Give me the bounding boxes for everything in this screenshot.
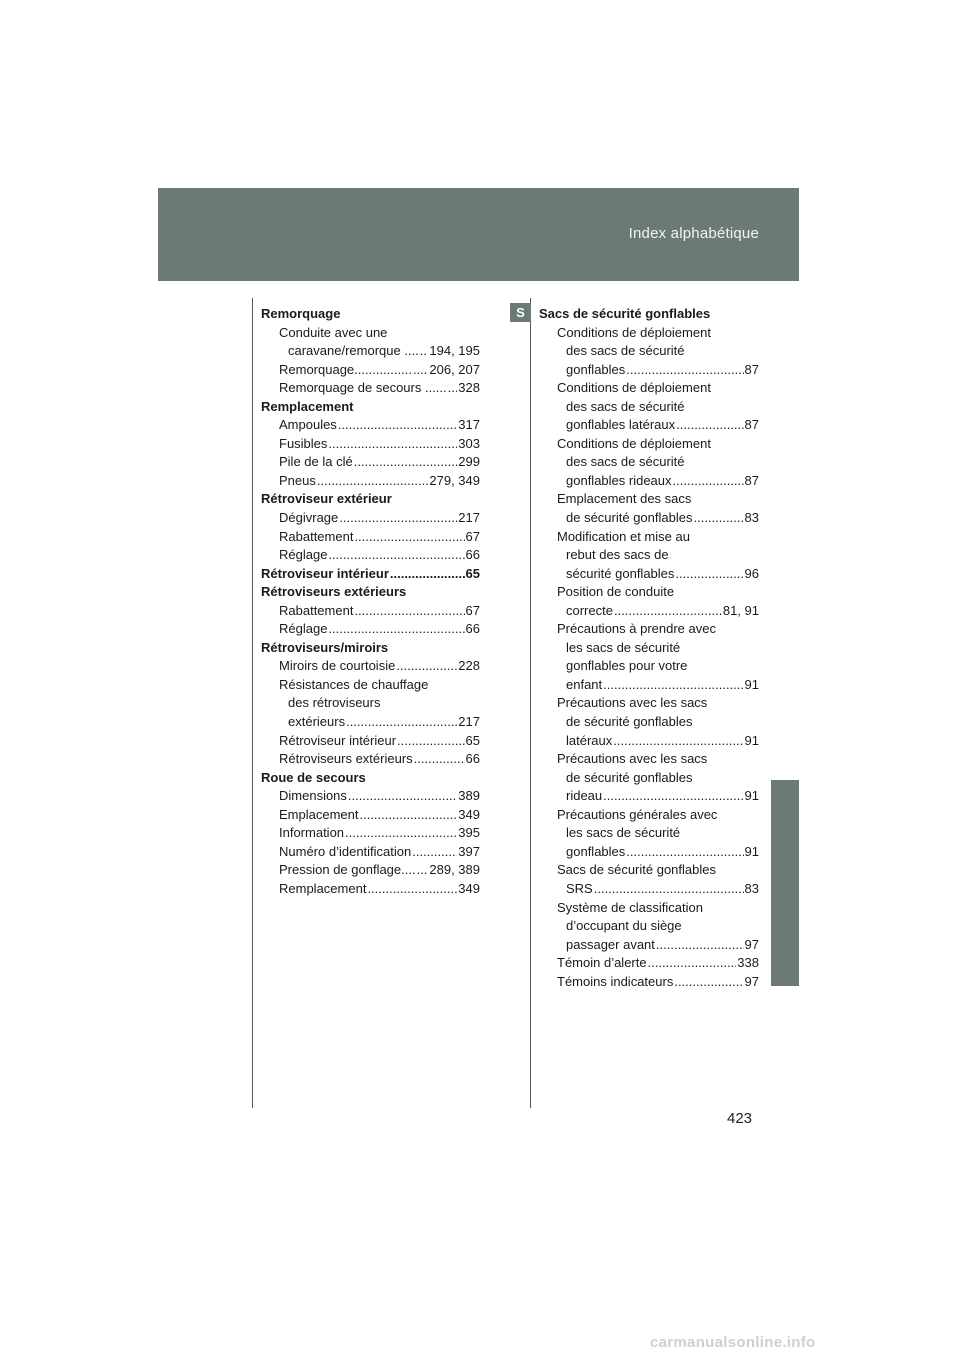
index-entry-pages: 289, 389 <box>429 862 480 878</box>
index-heading: Remorquage <box>261 306 341 321</box>
dot-leader <box>675 565 743 584</box>
dot-leader <box>693 509 743 528</box>
index-entry-pages: 303 <box>458 435 480 451</box>
page-number: 423 <box>727 1110 753 1127</box>
index-entry-label: enfant <box>566 676 603 692</box>
index-entry-pages: 299 <box>458 454 480 470</box>
index-entry <box>539 936 759 955</box>
index-entry-pages: 66 <box>465 547 480 563</box>
index-entry-pages: 66 <box>465 751 480 767</box>
index-subheading: Conditions de déploiement <box>557 380 711 396</box>
index-entry-label: rideau <box>566 788 603 804</box>
dot-leader <box>397 732 464 751</box>
index-entry-pages: 91 <box>744 732 759 748</box>
dot-leader <box>648 954 737 973</box>
index-heading: Remplacement <box>261 398 354 414</box>
index-entry-label: Fusibles <box>279 435 328 451</box>
dot-leader <box>328 546 464 565</box>
index-subheading: des sacs de sécurité <box>566 343 685 359</box>
index-entry-pages: 228 <box>458 658 480 674</box>
index-heading: Rétroviseurs extérieurs <box>261 584 407 600</box>
index-entry-pages: 217 <box>458 510 480 526</box>
column-rule-middle <box>530 298 531 1108</box>
index-entry-pages: 91 <box>744 843 759 859</box>
index-entry-label: gonflables <box>566 843 626 859</box>
dot-leader <box>603 787 743 806</box>
index-entry <box>261 342 480 361</box>
dot-leader <box>673 472 744 491</box>
chapter-thumb-tab <box>771 780 799 986</box>
dot-leader <box>354 602 464 621</box>
index-entry-label: extérieurs <box>288 714 346 730</box>
index-entry-label: latéraux <box>566 732 613 748</box>
index-entry-pages: 397 <box>458 843 480 859</box>
index-entry <box>539 732 759 751</box>
index-entry <box>539 602 759 621</box>
index-subheading: Conditions de déploiement <box>557 435 711 451</box>
dot-leader <box>396 657 457 676</box>
dot-leader <box>346 713 457 732</box>
index-entry <box>261 880 480 899</box>
index-subheading: Sacs de sécurité gonflables <box>557 862 716 878</box>
dot-leader <box>656 936 744 955</box>
index-entry <box>261 843 480 862</box>
index-entry <box>539 880 759 899</box>
dot-leader <box>338 416 457 435</box>
index-entry-label: Réglage <box>279 621 328 637</box>
index-entry-pages: 328 <box>458 380 480 396</box>
dot-leader <box>412 843 457 862</box>
index-entry-pages: 87 <box>744 472 759 488</box>
index-entry-pages: 66 <box>465 621 480 637</box>
index-entry <box>261 565 480 584</box>
index-subheading: Précautions avec les sacs <box>557 695 708 711</box>
dot-leader <box>626 843 743 862</box>
index-entry-label: Réglage <box>279 547 328 563</box>
index-entry <box>539 509 759 528</box>
index-subheading: Modification et mise au <box>557 528 690 544</box>
section-letter-badge: S <box>510 303 531 322</box>
index-heading: Rétroviseurs/miroirs <box>261 639 389 655</box>
header-band <box>158 188 799 281</box>
dot-leader <box>417 861 429 880</box>
dot-leader <box>613 732 743 751</box>
index-entry <box>539 472 759 491</box>
index-entry-label: Dégivrage <box>279 510 339 526</box>
index-subheading: Précautions générales avec <box>557 806 718 822</box>
dot-leader <box>359 806 457 825</box>
dot-leader <box>614 602 722 621</box>
index-entry-pages: 91 <box>744 788 759 804</box>
index-entry <box>261 806 480 825</box>
index-column-right <box>539 305 759 991</box>
dot-leader <box>594 880 744 899</box>
index-entry-label: gonflables <box>566 361 626 377</box>
dot-leader <box>674 973 743 992</box>
index-entry-pages: 279, 349 <box>429 472 480 488</box>
index-entry-label: Remorquage................ <box>279 361 412 377</box>
index-subheading: les sacs de sécurité <box>566 639 681 655</box>
index-entry-pages: 206, 207 <box>429 361 480 377</box>
index-entry-pages: 97 <box>744 973 759 989</box>
index-subheading: Conduite avec une <box>279 324 388 340</box>
index-entry-label: gonflables latéraux <box>566 417 676 433</box>
index-entry <box>261 509 480 528</box>
index-entry-pages: 67 <box>465 528 480 544</box>
index-subheading: Précautions avec les sacs <box>557 751 708 767</box>
index-entry-label: caravane/remorque .... <box>288 343 419 359</box>
index-entry <box>261 602 480 621</box>
index-heading: Sacs de sécurité gonflables <box>539 306 711 321</box>
index-subheading: Conditions de déploiement <box>557 324 711 340</box>
index-entry-label: Témoin d’alerte <box>557 955 647 971</box>
dot-leader <box>317 472 429 491</box>
index-entry-pages: 317 <box>458 417 480 433</box>
index-subheading: des sacs de sécurité <box>566 454 685 470</box>
index-entry <box>539 973 759 992</box>
column-rule-left <box>252 298 253 1108</box>
dot-leader <box>354 453 458 472</box>
index-subheading: des rétroviseurs <box>288 695 381 711</box>
dot-leader <box>676 416 743 435</box>
index-entry-label: Rabattement <box>279 528 354 544</box>
index-entry <box>261 528 480 547</box>
index-entry-label: passager avant <box>566 936 655 952</box>
index-subheading: des sacs de sécurité <box>566 398 685 414</box>
index-entry-label: Remplacement <box>279 880 367 896</box>
index-entry-label: Témoins indicateurs <box>557 973 674 989</box>
index-entry-label: Rétroviseur intérieur <box>279 732 397 748</box>
index-entry-label: sécurité gonflables <box>566 565 675 581</box>
index-entry-label: Numéro d’identification <box>279 843 412 859</box>
index-entry <box>261 713 480 732</box>
index-entry <box>261 787 480 806</box>
index-entry-pages: 81, 91 <box>722 602 759 618</box>
index-entry-pages: 65 <box>465 565 480 581</box>
index-entry <box>261 657 480 676</box>
index-entry-pages: 349 <box>458 806 480 822</box>
index-entry <box>261 435 480 454</box>
dot-leader <box>603 676 743 695</box>
index-entry <box>261 361 480 380</box>
index-entry-label: Rétroviseur intérieur <box>261 565 389 581</box>
index-entry <box>539 843 759 862</box>
index-entry-label: Pneus <box>279 472 316 488</box>
index-entry <box>539 416 759 435</box>
index-entry-label: Ampoules <box>279 417 337 433</box>
watermark-text: carmanualsonline.info <box>650 1334 816 1351</box>
index-entry-pages: 96 <box>744 565 759 581</box>
index-entry-pages: 217 <box>458 714 480 730</box>
index-entry-pages: 87 <box>744 417 759 433</box>
dot-leader <box>348 787 457 806</box>
dot-leader <box>328 435 457 454</box>
index-entry-pages: 67 <box>465 602 480 618</box>
index-entry <box>539 954 759 973</box>
index-column-left <box>261 305 480 899</box>
dot-leader <box>414 750 465 769</box>
index-subheading: de sécurité gonflables <box>566 769 693 785</box>
index-entry-label: Pile de la clé <box>279 454 353 470</box>
index-subheading: de sécurité gonflables <box>566 714 693 730</box>
index-entry-pages: 83 <box>744 880 759 896</box>
dot-leader <box>420 342 429 361</box>
index-subheading: Système de classification <box>557 899 703 915</box>
index-subheading: Résistances de chauffage <box>279 676 429 692</box>
index-subheading: d’occupant du siège <box>566 918 682 934</box>
index-subheading: gonflables pour votre <box>566 658 688 674</box>
index-entry-label: gonflables rideaux <box>566 472 672 488</box>
dot-leader <box>339 509 457 528</box>
index-entry <box>539 565 759 584</box>
index-entry-label: Rétroviseurs extérieurs <box>279 751 413 767</box>
index-entry-label: Rabattement <box>279 602 354 618</box>
index-subheading: Précautions à prendre avec <box>557 621 716 637</box>
index-entry <box>261 824 480 843</box>
index-entry-pages: 349 <box>458 880 480 896</box>
index-entry <box>261 416 480 435</box>
index-heading: Rétroviseur extérieur <box>261 491 392 507</box>
index-subheading: les sacs de sécurité <box>566 825 681 841</box>
index-entry-label: Pression de gonflage.... <box>279 862 416 878</box>
index-entry-label: Emplacement <box>279 806 359 822</box>
index-subheading: Emplacement des sacs <box>557 491 692 507</box>
dot-leader <box>354 528 464 547</box>
index-entry <box>261 732 480 751</box>
index-entry <box>539 787 759 806</box>
index-entry-pages: 65 <box>465 732 480 748</box>
dot-leader <box>413 361 428 380</box>
index-entry-label: correcte <box>566 602 613 618</box>
page-header-title: Index alphabétique <box>628 225 759 242</box>
index-entry <box>539 676 759 695</box>
index-entry-label: de sécurité gonflables <box>566 510 693 526</box>
index-entry-label: Miroirs de courtoisie <box>279 658 396 674</box>
index-entry-pages: 338 <box>737 955 759 971</box>
index-entry-label: Information <box>279 825 345 841</box>
dot-leader <box>345 824 457 843</box>
index-entry <box>539 361 759 380</box>
index-entry-pages: 389 <box>458 788 480 804</box>
index-entry <box>261 453 480 472</box>
dot-leader <box>367 880 457 899</box>
index-entry <box>261 379 480 398</box>
index-entry-pages: 194, 195 <box>429 343 480 359</box>
index-entry <box>261 750 480 769</box>
index-entry-pages: 97 <box>744 936 759 952</box>
dot-leader <box>448 379 458 398</box>
index-subheading: Position de conduite <box>557 584 675 600</box>
index-entry <box>261 861 480 880</box>
index-entry-pages: 91 <box>744 676 759 692</box>
dot-leader <box>390 565 465 584</box>
index-heading: Roue de secours <box>261 769 366 785</box>
index-subheading: rebut des sacs de <box>566 547 669 563</box>
dot-leader <box>626 361 743 380</box>
index-entry-pages: 395 <box>458 825 480 841</box>
index-entry-pages: 87 <box>744 361 759 377</box>
index-entry-label: Remorquage de secours ...... <box>279 380 447 396</box>
index-entry <box>261 620 480 639</box>
dot-leader <box>328 620 464 639</box>
index-entry <box>261 546 480 565</box>
index-entry <box>261 472 480 491</box>
index-entry-label: SRS <box>566 880 593 896</box>
index-entry-label: Dimensions <box>279 788 347 804</box>
index-entry-pages: 83 <box>744 510 759 526</box>
